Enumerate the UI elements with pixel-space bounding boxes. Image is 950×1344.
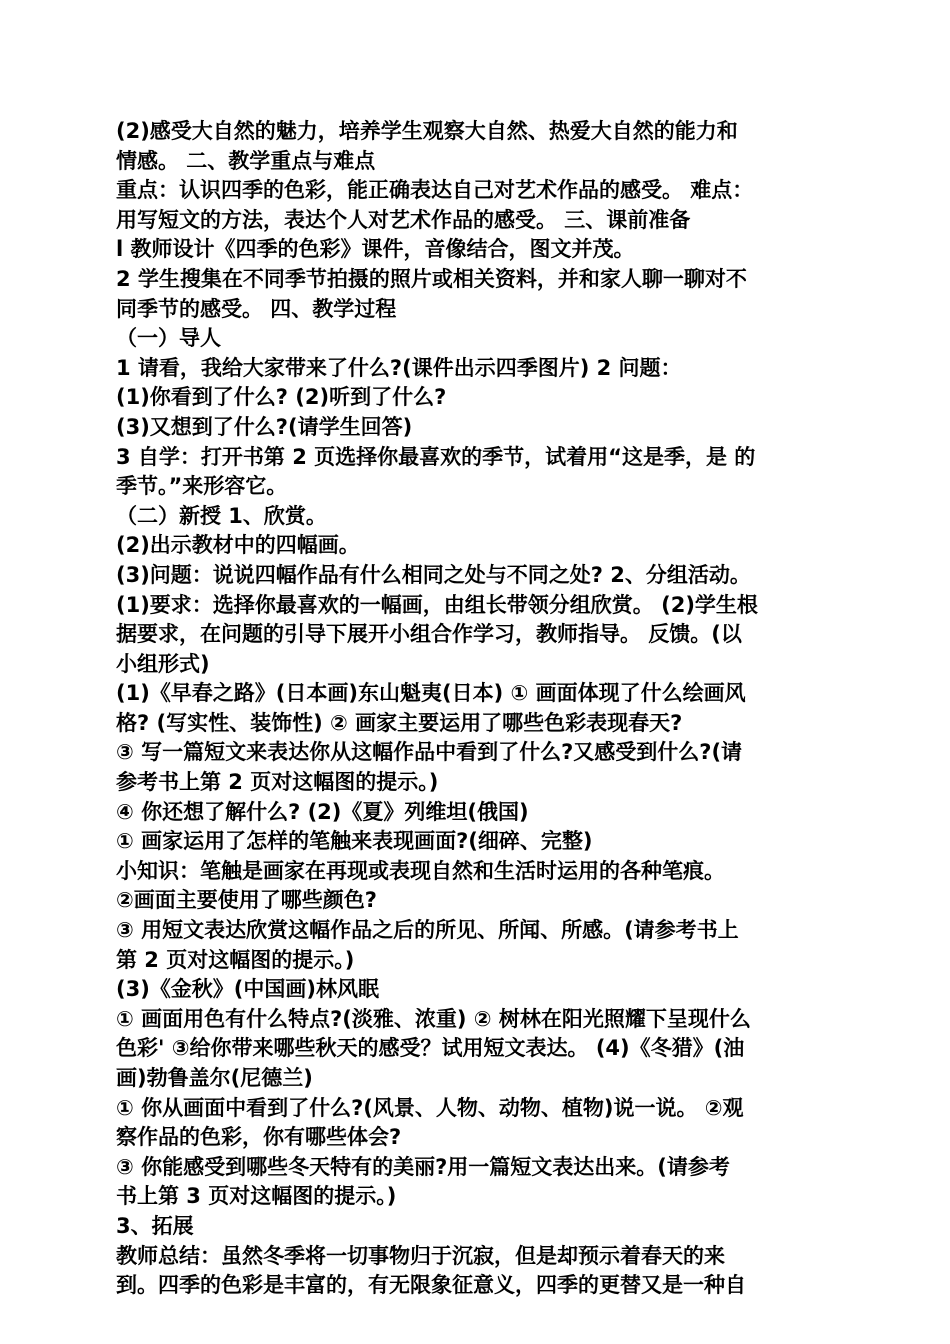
text-line: ① 画家运用了怎样的笔触来表现画面?(细碎、完整) — [116, 829, 593, 854]
text-line: 情感。 二、教学重点与难点 — [116, 148, 376, 173]
document-body — [116, 117, 838, 1301]
text-line: ① 你从画面中看到了什么?(风景、人物、动物、植物)说一说。 ②观 — [116, 1095, 744, 1120]
text-line: (3)问题：说说四幅作品有什么相同之处与不同之处? 2、分组活动。 — [116, 562, 751, 587]
section-heading: 3、拓展 — [116, 1213, 194, 1238]
text-line: (1)《早春之路》(日本画)东山魁夷(日本) ① 画面体现了什么绘画风 — [116, 681, 746, 706]
text-line: 小知识：笔触是画家在再现或表现自然和生活时运用的各种笔痕。 — [116, 858, 725, 883]
text-line: 2 学生搜集在不同季节拍摄的照片或相关资料，并和家人聊一聊对不 — [116, 266, 747, 291]
text-line: (3)又想到了什么?(请学生回答) — [116, 414, 413, 439]
text-line: (2)出示教材中的四幅画。 — [116, 533, 360, 558]
text-line: ④ 你还想了解什么? (2)《夏》列维坦(俄国) — [116, 799, 529, 824]
text-line: 用写短文的方法，表达个人对艺术作品的感受。 三、课前准备 — [116, 207, 691, 232]
text-line: (2)感受大自然的魅力，培养学生观察大自然、热爱大自然的能力和 — [116, 119, 738, 143]
text-line: 重点：认识四季的色彩，能正确表达自己对艺术作品的感受。 难点： — [116, 178, 754, 203]
text-line: 察作品的色彩，你有哪些体会? — [116, 1125, 402, 1150]
text-line: 参考书上第 2 页对这幅图的提示。) — [116, 770, 439, 795]
text-line: (1)要求：选择你最喜欢的一幅画，由组长带领分组欣赏。 (2)学生根 — [116, 592, 758, 617]
text-line: 第 2 页对这幅图的提示。) — [116, 947, 355, 972]
text-line: ③ 用短文表达欣赏这幅作品之后的所见、所闻、所感。(请参考书上 — [116, 918, 739, 943]
text-line: 格? (写实性、装饰性) ② 画家主要运用了哪些色彩表现春天? — [116, 710, 683, 735]
text-line: (1)你看到了什么? (2)听到了什么? — [116, 385, 447, 410]
text-line: 同季节的感受。 四、教学过程 — [116, 296, 397, 321]
text-line: 色彩' ③给你带来哪些秋天的感受？试用短文表达。 (4)《冬猎》(油 — [116, 1036, 745, 1061]
text-line: 画)勃鲁盖尔(尼德兰) — [116, 1066, 313, 1090]
text-line: 教师总结：虽然冬季将一切事物归于沉寂，但是却预示着春天的来 — [116, 1243, 725, 1268]
text-line: (3)《金秋》(中国画)林风眠 — [116, 977, 380, 1002]
text-line: 小组形式) — [116, 651, 210, 676]
text-line: 季节。”来形容它。 — [116, 474, 288, 499]
section-heading: （一）导人 — [116, 326, 221, 351]
text-line: ③ 写一篇短文来表达你从这幅作品中看到了什么?又感受到什么?(请 — [116, 740, 743, 765]
text-line: l 教师设计《四季的色彩》课件，音像结合，图文并茂。 — [116, 237, 635, 262]
text-line: 到。四季的色彩是丰富的，有无限象征意义，四季的更替又是一种自 — [116, 1273, 746, 1298]
text-line: 1 请看，我给大家带来了什么?(课件出示四季图片) 2 问题： — [116, 355, 682, 380]
text-line: 3 自学：打开书第 2 页选择你最喜欢的季节，试着用“这是季，是 的 — [116, 444, 756, 469]
text-line: ②画面主要使用了哪些颜色? — [116, 888, 377, 913]
text-line: 书上第 3 页对这幅图的提示。) — [116, 1184, 397, 1209]
text-line: ① 画面用色有什么特点?(淡雅、浓重) ② 树林在阳光照耀下呈现什么 — [116, 1006, 751, 1031]
text-line: 据要求，在问题的引导下展开小组合作学习，教师指导。 反馈。(以 — [116, 622, 742, 647]
section-heading: （二）新授 1、欣赏。 — [116, 503, 327, 528]
text-line: ③ 你能感受到哪些冬天特有的美丽?用一篇短文表达出来。(请参考 — [116, 1154, 730, 1179]
